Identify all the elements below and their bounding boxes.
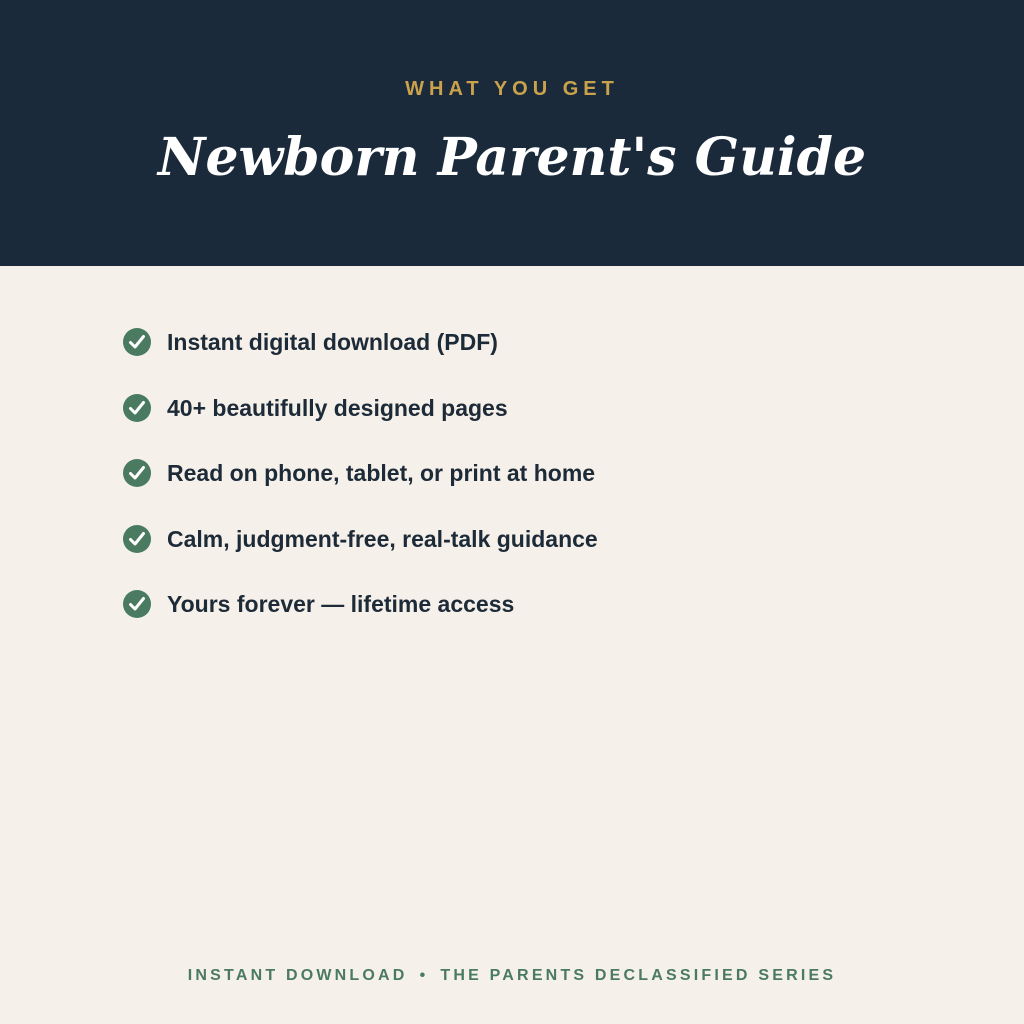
feature-label: Read on phone, tablet, or print at home [167,460,596,486]
check-circle-icon [122,393,152,423]
eyebrow-label: WHAT YOU GET [405,78,619,100]
page-title: Newborn Parent's Guide [157,127,867,188]
footer-separator: • [419,967,429,984]
check-circle-icon [122,458,152,488]
feature-label: 40+ beautifully designed pages [167,394,508,421]
feature-list [122,322,598,650]
footer-left-text: INSTANT DOWNLOAD [187,967,408,984]
feature-item [122,453,598,493]
feature-item [122,584,598,624]
feature-label: Instant digital download (PDF) [167,329,498,355]
feature-item [122,388,598,428]
footer-tagline [0,966,1024,986]
check-circle-icon [122,589,152,619]
feature-item [122,322,598,362]
header-banner [0,0,1024,266]
feature-item [122,519,598,559]
feature-label: Yours forever — lifetime access [167,591,515,617]
footer-right-text: THE PARENTS DECLASSIFIED SERIES [440,967,837,984]
check-circle-icon [122,524,152,554]
check-circle-icon [122,327,152,357]
feature-label: Calm, judgment-free, real-talk guidance [167,525,598,552]
